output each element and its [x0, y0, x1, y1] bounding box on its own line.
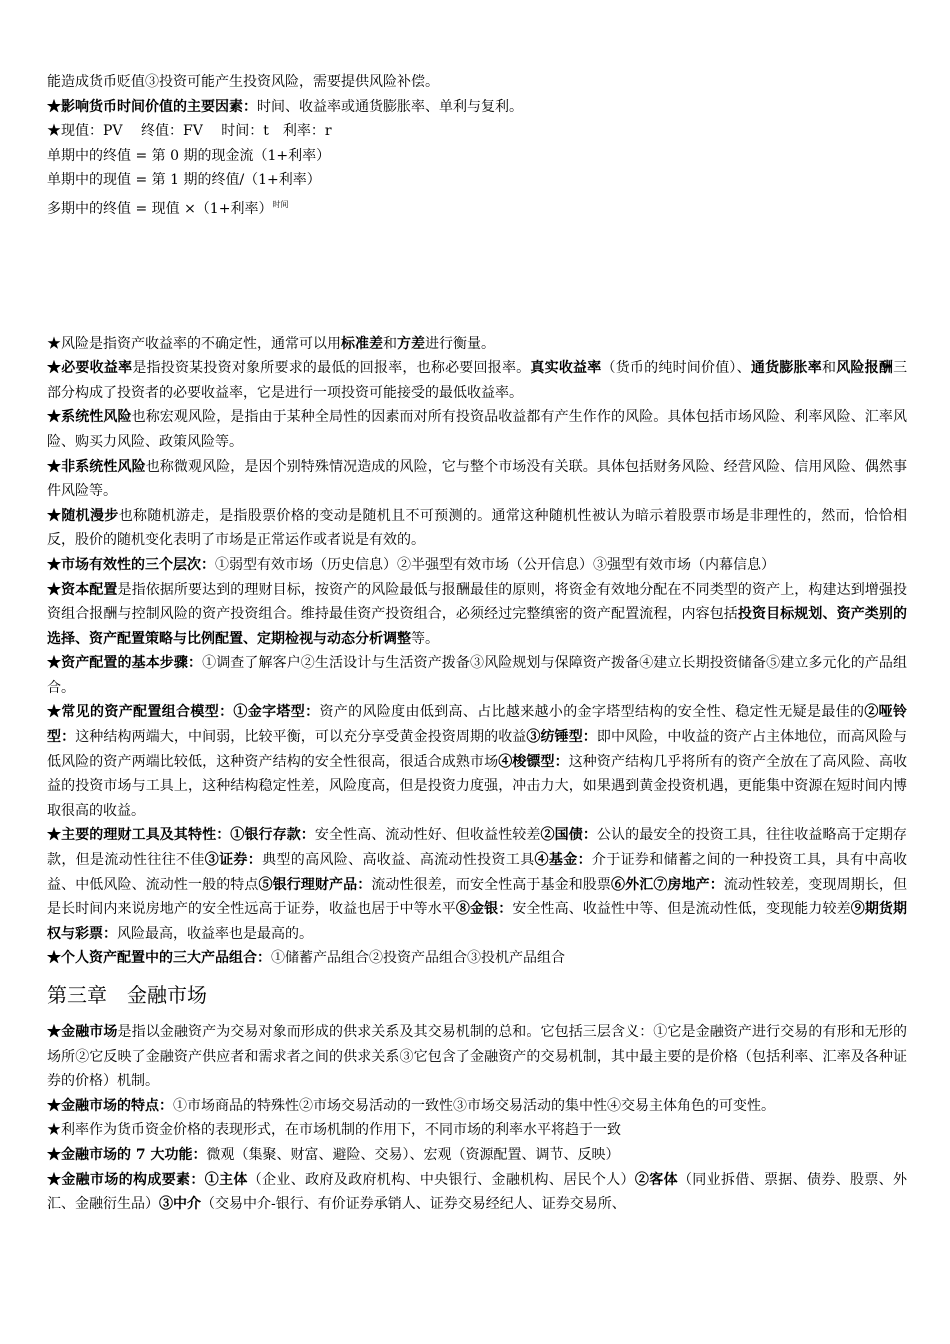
- paragraph-market-features: [47, 1094, 907, 1119]
- paragraph-market-functions: [47, 1143, 907, 1168]
- text: 进行衡量。: [425, 335, 495, 352]
- formula-line: 单期中的现值 = 第 1 期的终值/（1+利率）: [47, 172, 321, 189]
- bold-term: ★系统性风险: [47, 409, 132, 426]
- text: 这种资产结构几乎将所有的资产全放在了高风险、高收益的投资市场与工具上，这种结构稳定性差，风险度高，但是投资力度强，冲击力大，如果遇到黄金投资机遇，更能集中资源在短时间内博取很高的收益。: [47, 753, 908, 819]
- text: ①储蓄产品组合②投资产品组合③投机产品组合: [271, 950, 565, 967]
- text: 三部分构成了投资者的必要收益率，它是进行一项投资可能接受的最低收益率。: [47, 360, 908, 401]
- bold-term: 投资目标规划、资产类别的选择、资产配置策略与比例配置、定期检视与动态分析调整: [47, 606, 908, 647]
- bold-term: ★个人资产配置中的三大产品组合：: [47, 950, 271, 967]
- bold-term: ★必要收益率: [47, 360, 133, 377]
- text: 和: [383, 335, 397, 352]
- text: 安全性高、流动性好、但收益性较差: [314, 827, 541, 844]
- chapter-heading: [47, 980, 907, 1010]
- text: 这种结构两端大，中间弱，比较平衡，可以充分享受黄金投资周期的收益: [75, 729, 527, 746]
- paragraph-allocation-steps: [47, 651, 907, 700]
- paragraph-financial-market: [47, 1020, 907, 1094]
- text-line: 能造成货币贬值③投资可能产生投资风险，需要提供风险补偿。: [47, 74, 439, 90]
- text: 典型的高风险、高收益、高流动性投资工具: [262, 852, 535, 869]
- bold-term: 通货膨胀率: [750, 360, 822, 377]
- formula-line: 单期中的终值 = 第 0 期的现金流（1+利率）: [47, 147, 331, 164]
- text: 也称宏观风险，是指由于某种全局性的因素而对所有投资品收益都有产生作作的风险。具体包括市场风险、利率风险、汇率风险、购买力风险、政策风险等。: [47, 409, 908, 450]
- bold-term: ★资本配置: [47, 581, 118, 598]
- bold-term: 标准差: [341, 335, 383, 352]
- text: 时间、收益率或通货膨胀率、单利与复利。: [257, 98, 523, 115]
- paragraph-capital-allocation: [47, 578, 907, 652]
- bold-term: ④梭镖型：: [498, 753, 569, 770]
- bold-term: 风险报酬: [836, 360, 894, 377]
- bold-term: ★金融市场的 7 大功能：: [47, 1146, 207, 1163]
- text: 介于证券和储蓄之间的一种投资工具，具有中高收益、中低风险、流动性一般的特点: [47, 852, 908, 893]
- bold-term: ★金融市场的特点：: [47, 1097, 173, 1114]
- text: （货币的纯时间价值）、: [601, 360, 751, 377]
- paragraph-allocation-models: [47, 700, 907, 823]
- paragraph-interest-rate: ★利率作为货币资金价格的表现形式，在市场机制的作用下，不同市场的利率水平将趋于一致: [47, 1122, 621, 1139]
- text: 即中风险，中收益的资产占主体地位，而高风险与低风险的资产两端比较低，这种资产结构的安全性很高，很适合成熟市场: [47, 729, 908, 770]
- chapter-number: 第三章: [47, 983, 107, 1007]
- text: 风险最高，收益率也是最高的。: [117, 925, 313, 942]
- text: 是指以金融资产为交易对象而形成的供求关系及其交易机制的总和。它包括三层含义：①它是金融资产进行交易的有形和无形的场所②它反映了金融资产供应者和需求者之间的供求关系③它包含了金融资产的交易机制，其中最主要的是价格（包括利率、汇率及各种证券的价格）机制。: [47, 1024, 907, 1090]
- bold-term: ★随机漫步: [47, 507, 119, 524]
- text: 等。: [411, 630, 439, 647]
- text: ①调查了解客户②生活设计与生活资产拨备③风险规划与保障资产拨备④建立长期投资储备⑤建立多元化的产品组合。: [47, 655, 908, 696]
- bold-term: ④基金：: [534, 852, 592, 869]
- superscript: 时间: [272, 199, 289, 209]
- bold-term: ⑤银行理财产品：: [258, 876, 372, 893]
- bold-term: ③证券：: [204, 852, 263, 869]
- text: ★风险是指资产收益率的不确定性，通常可以用: [47, 335, 341, 352]
- text: 安全性高、收益性中等、但是流动性低，变现能力较差: [512, 901, 851, 918]
- bold-term: ★非系统性风险: [47, 458, 146, 475]
- bold-term: ★资产配置的基本步骤：: [47, 655, 203, 672]
- text: （企业、政府及政府机构、中央银行、金融机构、居民个人）: [247, 1171, 635, 1188]
- text: （同业拆借、票据、债券、股票、外汇、金融衍生品）: [47, 1171, 908, 1213]
- text: ①弱型有效市场（历史信息）②半强型有效市场（公开信息）③强型有效市场（内幕信息）: [215, 556, 775, 573]
- text: 微观（集聚、财富、避险、交易）、宏观（资源配置、调节、反映）: [206, 1146, 620, 1163]
- text: 流动性很差，而安全性高于基金和股票: [371, 876, 612, 893]
- bold-term: 真实收益率: [530, 360, 602, 377]
- text: 是指投资某投资对象所要求的最低的回报率，也称必要回报率。: [132, 360, 531, 377]
- paragraph-three-portfolios: [47, 946, 907, 971]
- formula-text: 多期中的终值 = 现值 ×（1+利率）: [47, 200, 273, 217]
- text: 流动性较差，变现周期长，但是长时间内来说房地产的安全性远高于证券，收益也居于中等水平: [47, 876, 908, 918]
- paragraph-market-efficiency: [47, 553, 907, 578]
- bold-term: ★常见的资产配置组合模型：①金字塔型：: [47, 704, 320, 721]
- paragraph-financial-tools: [47, 823, 907, 946]
- bold-term: ★主要的理财工具及其特性：①银行存款：: [47, 827, 315, 844]
- formula-line: [47, 193, 907, 222]
- paragraph-risk: [47, 332, 907, 357]
- bold-term: ★金融市场的构成要素：①主体: [47, 1171, 248, 1188]
- text: 也称微观风险，是因个别特殊情况造成的风险，它与整个市场没有关联。具体包括财务风险、经营风险、信用风险、偶然事件风险等。: [47, 458, 907, 500]
- bold-term: ⑨期货期权与彩票：: [47, 901, 908, 942]
- bold-term: ⑧金银：: [455, 901, 513, 918]
- paragraph-unsystematic-risk: [47, 455, 907, 504]
- paragraph-random-walk: [47, 504, 907, 553]
- text: 公认的最安全的投资工具，往往收益略高于定期存款，但是流动性往往不佳: [47, 827, 908, 869]
- bold-term: ③纺锤型：: [526, 729, 597, 746]
- bold-term: ★金融市场: [47, 1024, 118, 1040]
- bold-term: ★影响货币时间价值的主要因素：: [47, 98, 257, 115]
- text: 也称随机游走，是指股票价格的变动是随机且不可预测的。通常这种随机性被认为暗示着股票市场是非理性的，然而，恰恰相反，股价的随机变化表明了市场是正常运作或者说是有效的。: [47, 507, 908, 549]
- bold-term: ②客体: [634, 1171, 678, 1188]
- bold-term: ②国债：: [540, 827, 597, 844]
- text: ①市场商品的特殊性②市场交易活动的一致性③市场交易活动的集中性④交易主体角色的可变性。: [173, 1097, 775, 1114]
- chapter-title: 金融市场: [127, 983, 207, 1007]
- paragraph-time-value-factors: [47, 95, 907, 120]
- bold-term: ⑥外汇⑦房地产：: [611, 876, 724, 893]
- text: 是指依据所要达到的理财目标，按资产的风险最低与报酬最佳的原则，将资金有效地分配在不同类型的资产上，构建达到增强投资组合报酬与控制风险的资产投资组合。维持最佳资产投资组合，必须经过完整缜密的资产配置流程，内容包括: [47, 581, 907, 623]
- paragraph-systematic-risk: [47, 405, 907, 454]
- bold-term: 方差: [397, 335, 425, 352]
- bold-term: ③中介: [159, 1196, 201, 1213]
- text: 资产的风险度由低到高、占比越来越小的金字塔型结构的安全性、稳定性无疑是最佳的: [319, 704, 865, 721]
- bold-term: ★市场有效性的三个层次：: [47, 556, 215, 573]
- paragraph-market-elements: [47, 1168, 907, 1217]
- symbols-line: ★现值：PV 终值：FV 时间：t 利率：r: [47, 123, 332, 140]
- paragraph-required-return: [47, 356, 907, 405]
- bold-term: ②哑铃型：: [47, 704, 908, 746]
- document-page: [47, 70, 907, 1217]
- text: 和: [821, 360, 837, 377]
- text: （交易中介-银行、有价证券承销人、证券交易经纪人、证券交易所、: [201, 1196, 626, 1213]
- blank-space: [47, 222, 907, 332]
